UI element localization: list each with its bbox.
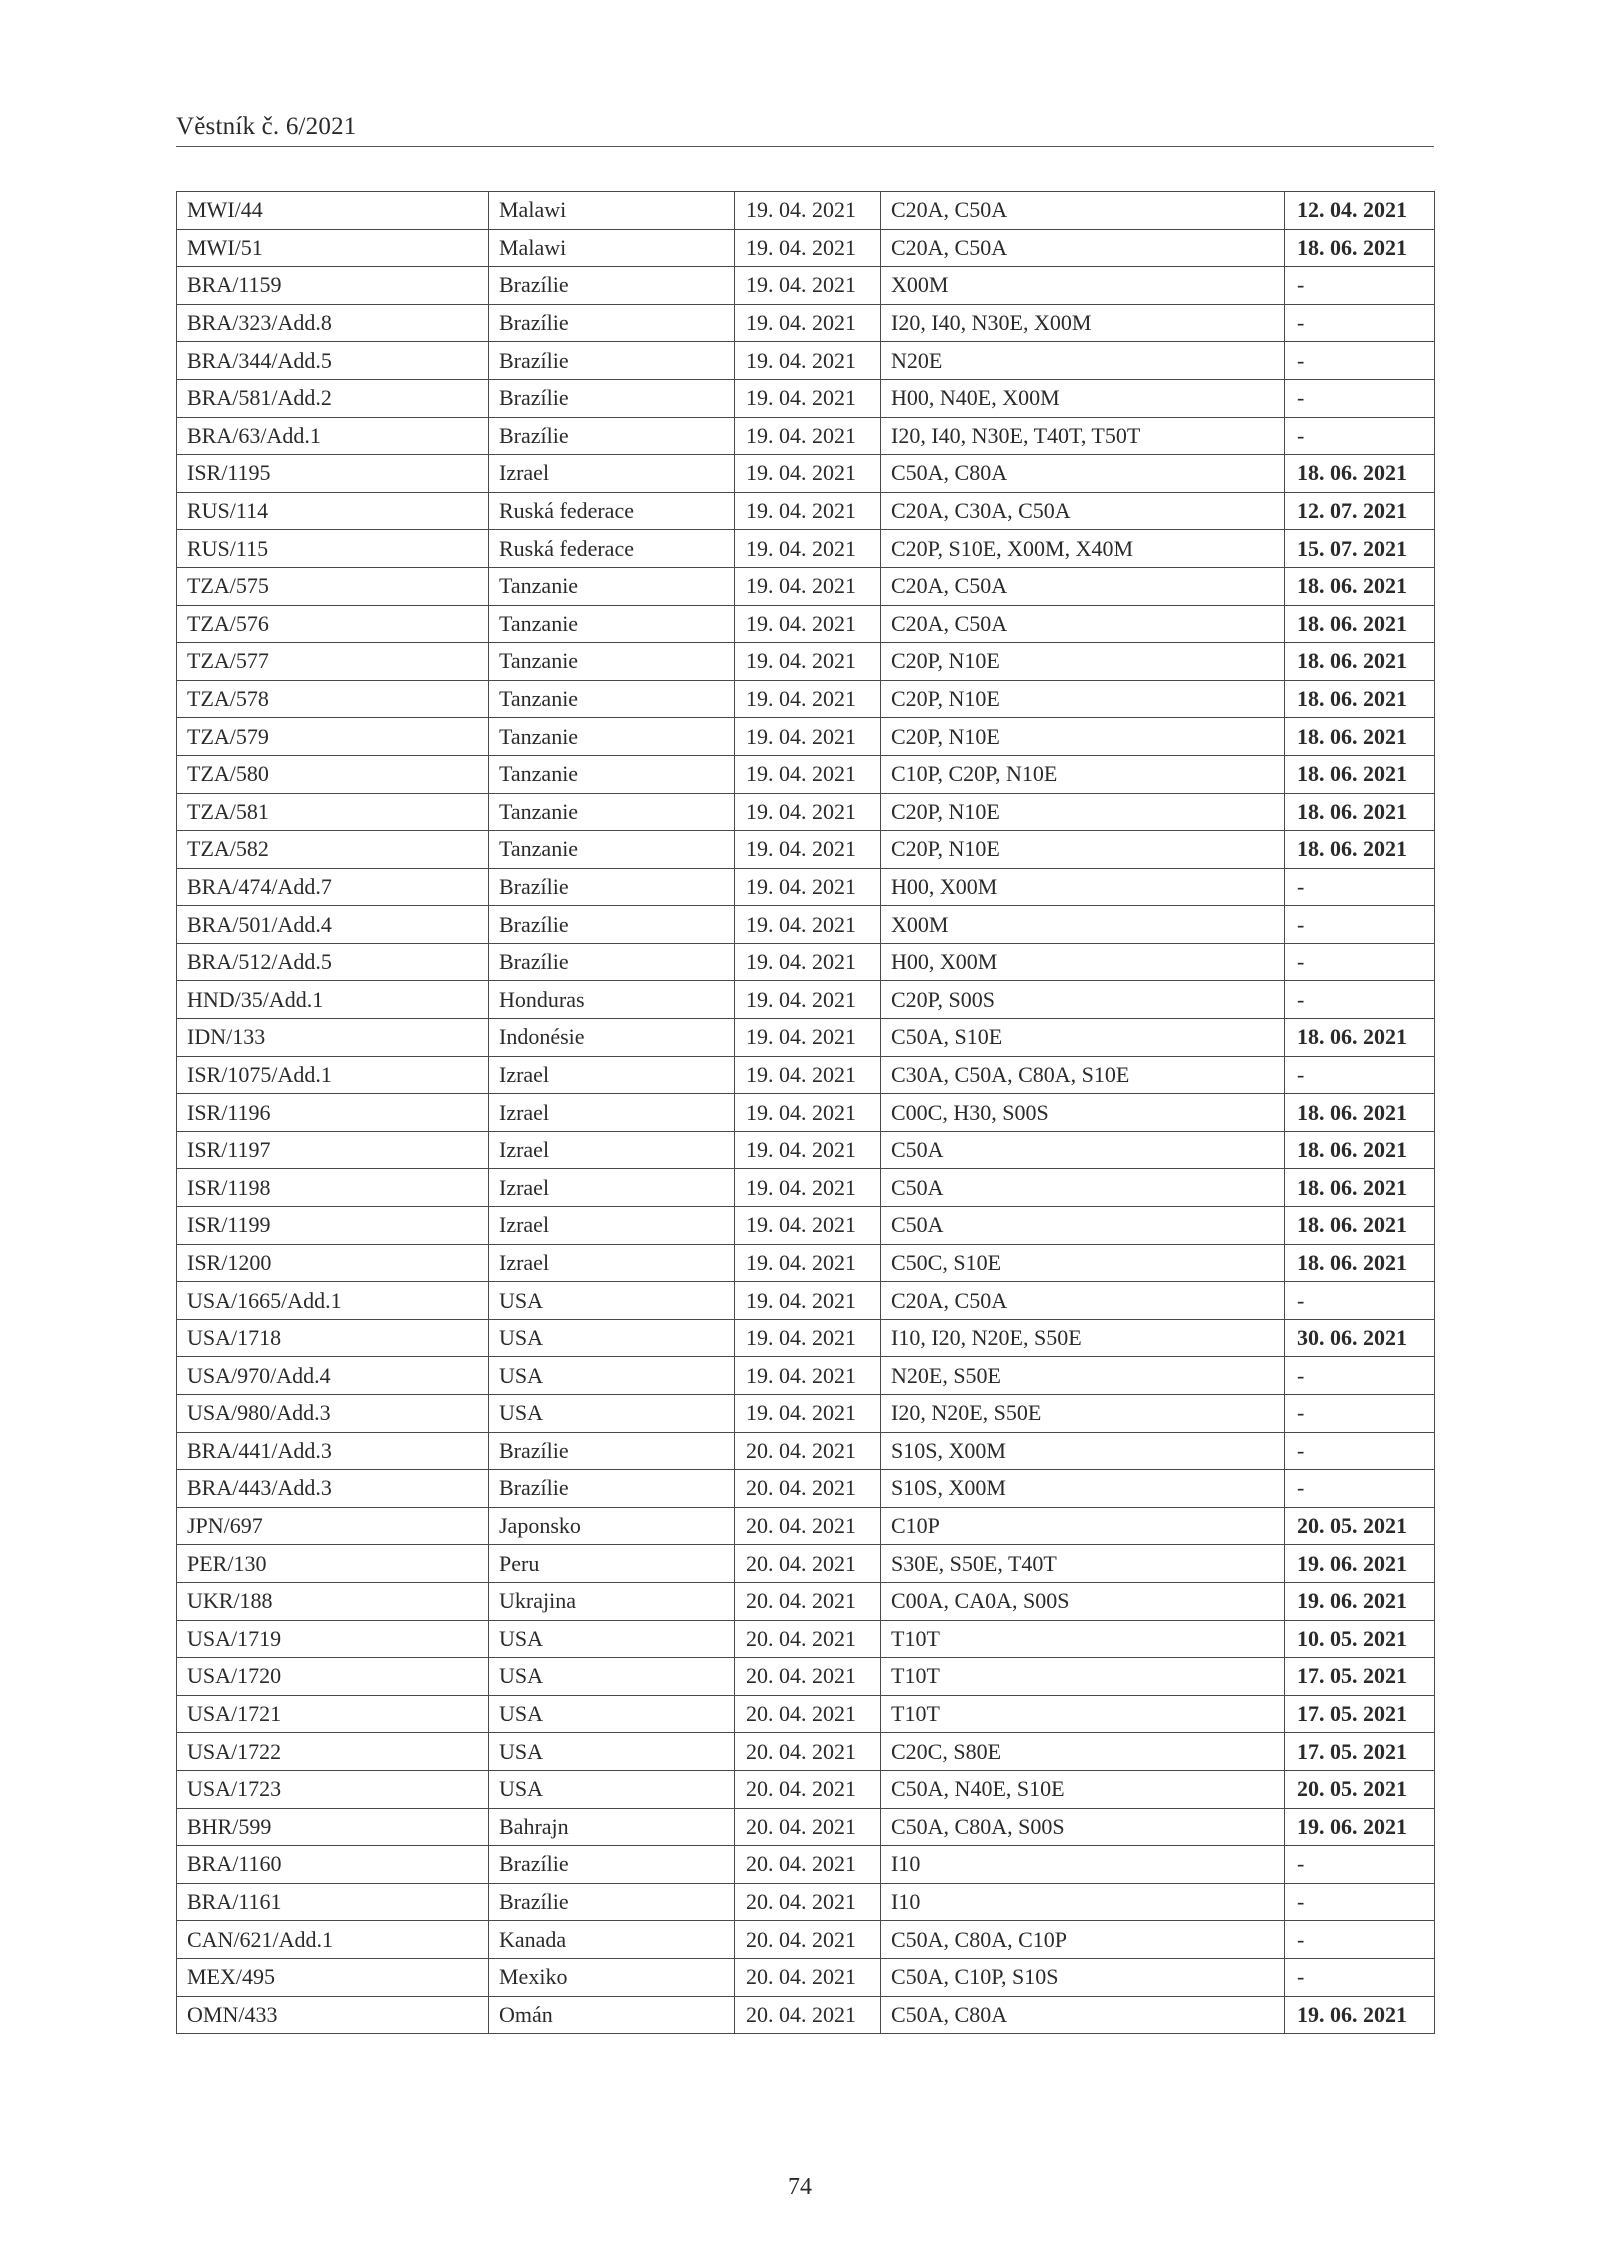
document-code-cell: USA/1720 [177, 1658, 489, 1696]
table-row [177, 567, 1435, 605]
table-row [177, 943, 1435, 981]
table-row [177, 755, 1435, 793]
notification-date-cell: 20. 04. 2021 [735, 1695, 881, 1733]
product-code-cell: C10P, C20P, N10E [881, 755, 1285, 793]
deadline-cell: - [1285, 1357, 1435, 1395]
table-row [177, 1282, 1435, 1320]
product-code-cell: I20, I40, N30E, T40T, T50T [881, 417, 1285, 455]
document-code-cell: TZA/579 [177, 718, 489, 756]
table-row [177, 906, 1435, 944]
table-row [177, 455, 1435, 493]
deadline-cell: - [1285, 906, 1435, 944]
notification-date-cell: 19. 04. 2021 [735, 530, 881, 568]
table-row [177, 1846, 1435, 1884]
document-code-cell: USA/1718 [177, 1319, 489, 1357]
deadline-cell: - [1285, 267, 1435, 305]
table-row [177, 342, 1435, 380]
document-code-cell: BHR/599 [177, 1808, 489, 1846]
product-code-cell: T10T [881, 1658, 1285, 1696]
country-cell: Indonésie [489, 1019, 735, 1057]
document-code-cell: HND/35/Add.1 [177, 981, 489, 1019]
deadline-cell: - [1285, 1432, 1435, 1470]
notification-date-cell: 20. 04. 2021 [735, 1958, 881, 1996]
country-cell: Izrael [489, 1094, 735, 1132]
document-code-cell: BRA/63/Add.1 [177, 417, 489, 455]
notification-date-cell: 19. 04. 2021 [735, 192, 881, 230]
table-row [177, 793, 1435, 831]
deadline-cell: 18. 06. 2021 [1285, 1169, 1435, 1207]
notification-date-cell: 20. 04. 2021 [735, 1846, 881, 1884]
country-cell: Izrael [489, 1207, 735, 1245]
notification-date-cell: 19. 04. 2021 [735, 981, 881, 1019]
table-row [177, 267, 1435, 305]
notification-date-cell: 20. 04. 2021 [735, 1432, 881, 1470]
document-code-cell: TZA/581 [177, 793, 489, 831]
document-code-cell: CAN/621/Add.1 [177, 1921, 489, 1959]
deadline-cell: 15. 07. 2021 [1285, 530, 1435, 568]
notification-table [176, 191, 1435, 2034]
document-code-cell: BRA/512/Add.5 [177, 943, 489, 981]
country-cell: Brazílie [489, 417, 735, 455]
table-row [177, 1545, 1435, 1583]
notification-date-cell: 19. 04. 2021 [735, 1019, 881, 1057]
document-code-cell: TZA/578 [177, 680, 489, 718]
deadline-cell: 18. 06. 2021 [1285, 1131, 1435, 1169]
product-code-cell: I20, N20E, S50E [881, 1395, 1285, 1433]
notification-date-cell: 20. 04. 2021 [735, 1921, 881, 1959]
product-code-cell: C20A, C50A [881, 567, 1285, 605]
table-row [177, 492, 1435, 530]
document-code-cell: TZA/577 [177, 643, 489, 681]
product-code-cell: N20E [881, 342, 1285, 380]
notification-date-cell: 19. 04. 2021 [735, 1207, 881, 1245]
document-code-cell: BRA/474/Add.7 [177, 868, 489, 906]
product-code-cell: S30E, S50E, T40T [881, 1545, 1285, 1583]
table-row [177, 1056, 1435, 1094]
table-row [177, 304, 1435, 342]
notification-date-cell: 19. 04. 2021 [735, 455, 881, 493]
document-code-cell: BRA/441/Add.3 [177, 1432, 489, 1470]
notification-date-cell: 19. 04. 2021 [735, 643, 881, 681]
table-row [177, 643, 1435, 681]
document-code-cell: ISR/1195 [177, 455, 489, 493]
table-row [177, 1094, 1435, 1132]
country-cell: Japonsko [489, 1507, 735, 1545]
notification-date-cell: 19. 04. 2021 [735, 718, 881, 756]
deadline-cell: - [1285, 304, 1435, 342]
document-code-cell: OMN/433 [177, 1996, 489, 2034]
table-row [177, 1244, 1435, 1282]
country-cell: Brazílie [489, 1432, 735, 1470]
product-code-cell: N20E, S50E [881, 1357, 1285, 1395]
table-body [177, 192, 1435, 2034]
document-code-cell: USA/1722 [177, 1733, 489, 1771]
country-cell: Ukrajina [489, 1582, 735, 1620]
deadline-cell: 20. 05. 2021 [1285, 1770, 1435, 1808]
country-cell: Tanzanie [489, 718, 735, 756]
document-code-cell: MWI/44 [177, 192, 489, 230]
country-cell: Tanzanie [489, 680, 735, 718]
notification-date-cell: 20. 04. 2021 [735, 1996, 881, 2034]
document-code-cell: TZA/580 [177, 755, 489, 793]
table-row [177, 1658, 1435, 1696]
table-row [177, 1620, 1435, 1658]
deadline-cell: 19. 06. 2021 [1285, 1582, 1435, 1620]
country-cell: USA [489, 1770, 735, 1808]
deadline-cell: - [1285, 342, 1435, 380]
notification-date-cell: 19. 04. 2021 [735, 906, 881, 944]
country-cell: Malawi [489, 192, 735, 230]
product-code-cell: C00C, H30, S00S [881, 1094, 1285, 1132]
document-code-cell: ISR/1196 [177, 1094, 489, 1132]
notification-date-cell: 19. 04. 2021 [735, 567, 881, 605]
notification-date-cell: 19. 04. 2021 [735, 1131, 881, 1169]
product-code-cell: I20, I40, N30E, X00M [881, 304, 1285, 342]
page-number: 74 [788, 2174, 812, 2200]
product-code-cell: X00M [881, 267, 1285, 305]
deadline-cell: - [1285, 981, 1435, 1019]
country-cell: Brazílie [489, 868, 735, 906]
deadline-cell: 18. 06. 2021 [1285, 605, 1435, 643]
country-cell: Brazílie [489, 943, 735, 981]
table-row [177, 1470, 1435, 1508]
document-code-cell: USA/980/Add.3 [177, 1395, 489, 1433]
product-code-cell: I10 [881, 1846, 1285, 1884]
country-cell: Tanzanie [489, 605, 735, 643]
document-code-cell: IDN/133 [177, 1019, 489, 1057]
notification-date-cell: 19. 04. 2021 [735, 304, 881, 342]
notification-date-cell: 19. 04. 2021 [735, 1319, 881, 1357]
product-code-cell: C50A, C80A [881, 1996, 1285, 2034]
product-code-cell: C20P, N10E [881, 643, 1285, 681]
deadline-cell: - [1285, 1282, 1435, 1320]
table-row [177, 1733, 1435, 1771]
document-code-cell: RUS/115 [177, 530, 489, 568]
country-cell: Tanzanie [489, 643, 735, 681]
table-row [177, 1808, 1435, 1846]
deadline-cell: 18. 06. 2021 [1285, 718, 1435, 756]
table-row [177, 1695, 1435, 1733]
document-code-cell: ISR/1198 [177, 1169, 489, 1207]
table-row [177, 868, 1435, 906]
document-code-cell: USA/1719 [177, 1620, 489, 1658]
country-cell: Brazílie [489, 342, 735, 380]
deadline-cell: 18. 06. 2021 [1285, 680, 1435, 718]
document-code-cell: BRA/1160 [177, 1846, 489, 1884]
table-row [177, 1357, 1435, 1395]
deadline-cell: 18. 06. 2021 [1285, 455, 1435, 493]
notification-date-cell: 20. 04. 2021 [735, 1470, 881, 1508]
document-code-cell: BRA/581/Add.2 [177, 379, 489, 417]
notification-date-cell: 19. 04. 2021 [735, 1244, 881, 1282]
product-code-cell: C50A, C80A, S00S [881, 1808, 1285, 1846]
table-row [177, 1770, 1435, 1808]
document-code-cell: USA/1723 [177, 1770, 489, 1808]
document-code-cell: BRA/1161 [177, 1883, 489, 1921]
document-code-cell: BRA/1159 [177, 267, 489, 305]
deadline-cell: 12. 04. 2021 [1285, 192, 1435, 230]
notification-date-cell: 19. 04. 2021 [735, 943, 881, 981]
product-code-cell: C20P, N10E [881, 831, 1285, 869]
deadline-cell: - [1285, 1395, 1435, 1433]
product-code-cell: C50A, N40E, S10E [881, 1770, 1285, 1808]
deadline-cell: - [1285, 1056, 1435, 1094]
product-code-cell: C20P, S00S [881, 981, 1285, 1019]
product-code-cell: I10 [881, 1883, 1285, 1921]
document-code-cell: BRA/501/Add.4 [177, 906, 489, 944]
country-cell: USA [489, 1319, 735, 1357]
notification-date-cell: 20. 04. 2021 [735, 1507, 881, 1545]
table-row [177, 417, 1435, 455]
notification-date-cell: 19. 04. 2021 [735, 868, 881, 906]
product-code-cell: C50A, C80A [881, 455, 1285, 493]
country-cell: Mexiko [489, 1958, 735, 1996]
notification-date-cell: 20. 04. 2021 [735, 1582, 881, 1620]
country-cell: Izrael [489, 1056, 735, 1094]
country-cell: Honduras [489, 981, 735, 1019]
deadline-cell: - [1285, 1958, 1435, 1996]
notification-date-cell: 19. 04. 2021 [735, 1094, 881, 1132]
deadline-cell: 19. 06. 2021 [1285, 1808, 1435, 1846]
table-row [177, 831, 1435, 869]
deadline-cell: - [1285, 943, 1435, 981]
page-header [176, 112, 1434, 147]
notification-date-cell: 19. 04. 2021 [735, 379, 881, 417]
product-code-cell: S10S, X00M [881, 1432, 1285, 1470]
deadline-cell: 18. 06. 2021 [1285, 793, 1435, 831]
product-code-cell: C20A, C50A [881, 192, 1285, 230]
table-row [177, 1131, 1435, 1169]
product-code-cell: T10T [881, 1620, 1285, 1658]
product-code-cell: C50A [881, 1131, 1285, 1169]
document-code-cell: ISR/1200 [177, 1244, 489, 1282]
document-code-cell: TZA/582 [177, 831, 489, 869]
deadline-cell: 18. 06. 2021 [1285, 229, 1435, 267]
deadline-cell: - [1285, 1921, 1435, 1959]
country-cell: Tanzanie [489, 567, 735, 605]
table-row [177, 1019, 1435, 1057]
country-cell: Izrael [489, 1169, 735, 1207]
country-cell: Ruská federace [489, 530, 735, 568]
country-cell: Malawi [489, 229, 735, 267]
product-code-cell: C10P [881, 1507, 1285, 1545]
product-code-cell: C50A, S10E [881, 1019, 1285, 1057]
country-cell: Brazílie [489, 304, 735, 342]
table-row [177, 1169, 1435, 1207]
deadline-cell: - [1285, 417, 1435, 455]
country-cell: Brazílie [489, 1883, 735, 1921]
notification-date-cell: 19. 04. 2021 [735, 417, 881, 455]
country-cell: Brazílie [489, 906, 735, 944]
notification-date-cell: 19. 04. 2021 [735, 1357, 881, 1395]
header-title: Věstník č. 6/2021 [176, 113, 357, 140]
deadline-cell: 18. 06. 2021 [1285, 1094, 1435, 1132]
country-cell: USA [489, 1695, 735, 1733]
notification-date-cell: 20. 04. 2021 [735, 1808, 881, 1846]
product-code-cell: C00A, CA0A, S00S [881, 1582, 1285, 1620]
deadline-cell: 19. 06. 2021 [1285, 1545, 1435, 1583]
country-cell: Izrael [489, 455, 735, 493]
table-row [177, 1996, 1435, 2034]
notification-date-cell: 20. 04. 2021 [735, 1545, 881, 1583]
deadline-cell: 17. 05. 2021 [1285, 1658, 1435, 1696]
table-row [177, 1921, 1435, 1959]
deadline-cell: - [1285, 1846, 1435, 1884]
product-code-cell: C20A, C30A, C50A [881, 492, 1285, 530]
document-code-cell: ISR/1075/Add.1 [177, 1056, 489, 1094]
product-code-cell: C20A, C50A [881, 1282, 1285, 1320]
deadline-cell: - [1285, 379, 1435, 417]
notification-date-cell: 19. 04. 2021 [735, 680, 881, 718]
country-cell: USA [489, 1733, 735, 1771]
product-code-cell: C50A [881, 1207, 1285, 1245]
document-code-cell: TZA/575 [177, 567, 489, 605]
product-code-cell: C20A, C50A [881, 605, 1285, 643]
deadline-cell: 12. 07. 2021 [1285, 492, 1435, 530]
notification-date-cell: 20. 04. 2021 [735, 1733, 881, 1771]
deadline-cell: - [1285, 1470, 1435, 1508]
table-row [177, 1207, 1435, 1245]
table-row [177, 192, 1435, 230]
notification-date-cell: 20. 04. 2021 [735, 1620, 881, 1658]
document-code-cell: RUS/114 [177, 492, 489, 530]
product-code-cell: H00, X00M [881, 868, 1285, 906]
table-row [177, 1582, 1435, 1620]
product-code-cell: H00, N40E, X00M [881, 379, 1285, 417]
table-row [177, 1432, 1435, 1470]
notification-date-cell: 19. 04. 2021 [735, 1169, 881, 1207]
table-row [177, 680, 1435, 718]
table-row [177, 1507, 1435, 1545]
deadline-cell: 20. 05. 2021 [1285, 1507, 1435, 1545]
deadline-cell: 18. 06. 2021 [1285, 1019, 1435, 1057]
document-code-cell: JPN/697 [177, 1507, 489, 1545]
deadline-cell: 18. 06. 2021 [1285, 567, 1435, 605]
document-code-cell: MEX/495 [177, 1958, 489, 1996]
notification-date-cell: 19. 04. 2021 [735, 492, 881, 530]
deadline-cell: 18. 06. 2021 [1285, 1207, 1435, 1245]
product-code-cell: H00, X00M [881, 943, 1285, 981]
country-cell: Brazílie [489, 1470, 735, 1508]
product-code-cell: C20C, S80E [881, 1733, 1285, 1771]
product-code-cell: C50C, S10E [881, 1244, 1285, 1282]
notification-date-cell: 20. 04. 2021 [735, 1770, 881, 1808]
country-cell: USA [489, 1357, 735, 1395]
notification-date-cell: 19. 04. 2021 [735, 342, 881, 380]
country-cell: USA [489, 1658, 735, 1696]
table-row [177, 718, 1435, 756]
deadline-cell: 18. 06. 2021 [1285, 831, 1435, 869]
deadline-cell: 19. 06. 2021 [1285, 1996, 1435, 2034]
notification-date-cell: 19. 04. 2021 [735, 605, 881, 643]
deadline-cell: 18. 06. 2021 [1285, 1244, 1435, 1282]
product-code-cell: C50A, C80A, C10P [881, 1921, 1285, 1959]
document-code-cell: USA/970/Add.4 [177, 1357, 489, 1395]
deadline-cell: 18. 06. 2021 [1285, 755, 1435, 793]
deadline-cell: 10. 05. 2021 [1285, 1620, 1435, 1658]
country-cell: Brazílie [489, 267, 735, 305]
deadline-cell: 17. 05. 2021 [1285, 1733, 1435, 1771]
notification-date-cell: 20. 04. 2021 [735, 1883, 881, 1921]
country-cell: USA [489, 1620, 735, 1658]
product-code-cell: C20P, S10E, X00M, X40M [881, 530, 1285, 568]
country-cell: Omán [489, 1996, 735, 2034]
product-code-cell: S10S, X00M [881, 1470, 1285, 1508]
document-code-cell: ISR/1197 [177, 1131, 489, 1169]
document-code-cell: UKR/188 [177, 1582, 489, 1620]
product-code-cell: C20P, N10E [881, 793, 1285, 831]
product-code-cell: C50A, C10P, S10S [881, 1958, 1285, 1996]
product-code-cell: C30A, C50A, C80A, S10E [881, 1056, 1285, 1094]
document-code-cell: TZA/576 [177, 605, 489, 643]
document-code-cell: USA/1721 [177, 1695, 489, 1733]
country-cell: Tanzanie [489, 793, 735, 831]
country-cell: Brazílie [489, 379, 735, 417]
table-row [177, 379, 1435, 417]
country-cell: Izrael [489, 1244, 735, 1282]
table-row [177, 530, 1435, 568]
table-row [177, 229, 1435, 267]
table-row [177, 1395, 1435, 1433]
country-cell: Izrael [489, 1131, 735, 1169]
notification-date-cell: 20. 04. 2021 [735, 1658, 881, 1696]
country-cell: Tanzanie [489, 755, 735, 793]
notification-date-cell: 19. 04. 2021 [735, 267, 881, 305]
country-cell: Tanzanie [489, 831, 735, 869]
product-code-cell: C50A [881, 1169, 1285, 1207]
deadline-cell: 18. 06. 2021 [1285, 643, 1435, 681]
product-code-cell: C20A, C50A [881, 229, 1285, 267]
country-cell: USA [489, 1395, 735, 1433]
product-code-cell: X00M [881, 906, 1285, 944]
document-code-cell: MWI/51 [177, 229, 489, 267]
document-code-cell: BRA/323/Add.8 [177, 304, 489, 342]
product-code-cell: C20P, N10E [881, 718, 1285, 756]
document-code-cell: USA/1665/Add.1 [177, 1282, 489, 1320]
product-code-cell: I10, I20, N20E, S50E [881, 1319, 1285, 1357]
document-code-cell: BRA/344/Add.5 [177, 342, 489, 380]
country-cell: Ruská federace [489, 492, 735, 530]
deadline-cell: - [1285, 868, 1435, 906]
table-row [177, 605, 1435, 643]
deadline-cell: 17. 05. 2021 [1285, 1695, 1435, 1733]
deadline-cell: - [1285, 1883, 1435, 1921]
notification-date-cell: 19. 04. 2021 [735, 1282, 881, 1320]
table-row [177, 1319, 1435, 1357]
notification-date-cell: 19. 04. 2021 [735, 755, 881, 793]
table-row [177, 1958, 1435, 1996]
notification-date-cell: 19. 04. 2021 [735, 793, 881, 831]
product-code-cell: C20P, N10E [881, 680, 1285, 718]
country-cell: Brazílie [489, 1846, 735, 1884]
product-code-cell: T10T [881, 1695, 1285, 1733]
notification-date-cell: 19. 04. 2021 [735, 1056, 881, 1094]
deadline-cell: 30. 06. 2021 [1285, 1319, 1435, 1357]
table-row [177, 981, 1435, 1019]
notification-date-cell: 19. 04. 2021 [735, 229, 881, 267]
country-cell: USA [489, 1282, 735, 1320]
document-code-cell: PER/130 [177, 1545, 489, 1583]
document-code-cell: BRA/443/Add.3 [177, 1470, 489, 1508]
table-row [177, 1883, 1435, 1921]
country-cell: Bahrajn [489, 1808, 735, 1846]
notification-date-cell: 19. 04. 2021 [735, 1395, 881, 1433]
notification-date-cell: 19. 04. 2021 [735, 831, 881, 869]
country-cell: Peru [489, 1545, 735, 1583]
document-code-cell: ISR/1199 [177, 1207, 489, 1245]
country-cell: Kanada [489, 1921, 735, 1959]
